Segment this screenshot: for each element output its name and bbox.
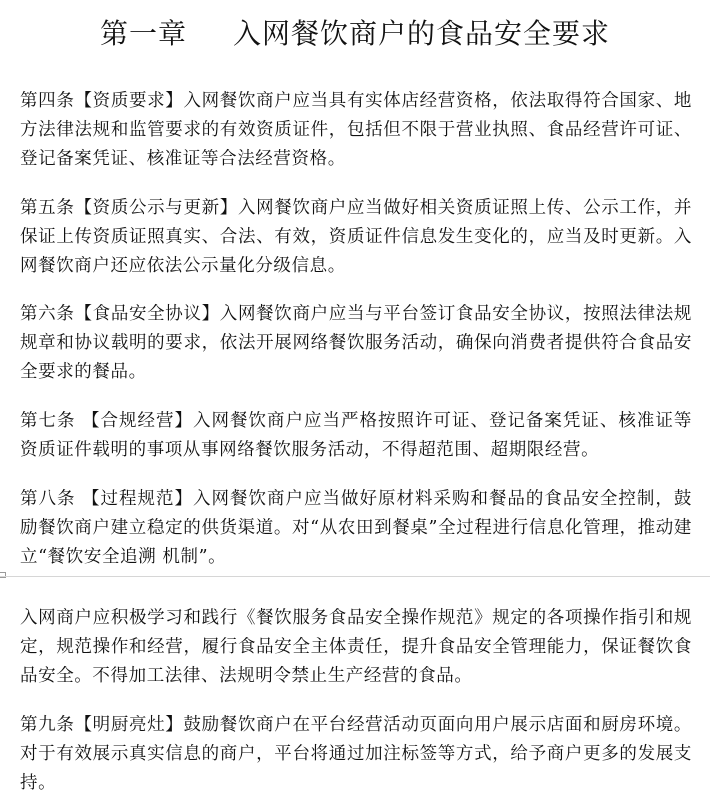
- chapter-title-text: 入网餐饮商户的食品安全要求: [233, 17, 611, 50]
- article-4-paragraph: 第四条【资质要求】入网餐饮商户应当具有实体店经营资格，依法取得符合国家、地方法律法规和监管要求的有效资质证件，包括但不限于营业执照、食品经营许可证、登记备案凭证、核准证等合法经营资格。: [20, 91, 692, 169]
- page-break-line: [0, 576, 710, 577]
- chapter-number: 第一章: [99, 17, 187, 50]
- chapter-heading: [0, 14, 710, 54]
- operation-guidance-paragraph: 入网商户应积极学习和践行《餐饮服务食品安全操作规范》规定的各项操作指引和规定，规范操作和经营，履行食品安全主体责任，提升食品安全管理能力，保证餐饮食品安全。不得加工法律、法规明令禁止生产经营的食品。: [20, 608, 692, 686]
- page-break-marker: [0, 572, 6, 578]
- article-7-paragraph: 第七条 【合规经营】入网餐饮商户应当严格按照许可证、登记备案凭证、核准证等资质证件载明的事项从事网络餐饮服务活动，不得超范围、超期限经营。: [20, 411, 692, 460]
- article-9-paragraph: 第九条【明厨亮灶】鼓励餐饮商户在平台经营活动页面向用户展示店面和厨房环境。对于有效展示真实信息的商户，平台将通过加注标签等方式，给予商户更多的发展支持。: [20, 715, 692, 793]
- article-5-paragraph: 第五条【资质公示与更新】入网餐饮商户应当做好相关资质证照上传、公示工作，并保证上传资质证照真实、合法、有效，资质证件信息发生变化的，应当及时更新。入网餐饮商户还应依法公示量化分级信息。: [20, 198, 692, 276]
- article-8-paragraph: 第八条 【过程规范】入网餐饮商户应当做好原材料采购和餐品的食品安全控制，鼓励餐饮商户建立稳定的供货渠道。对“从农田到餐桌”全过程进行信息化管理，推动建立“餐饮安全追溯 机制”。: [20, 489, 692, 567]
- article-6-paragraph: 第六条【食品安全协议】入网餐饮商户应当与平台签订食品安全协议，按照法律法规规章和协议载明的要求，依法开展网络餐饮服务活动，确保向消费者提供符合食品安全要求的餐品。: [20, 304, 692, 382]
